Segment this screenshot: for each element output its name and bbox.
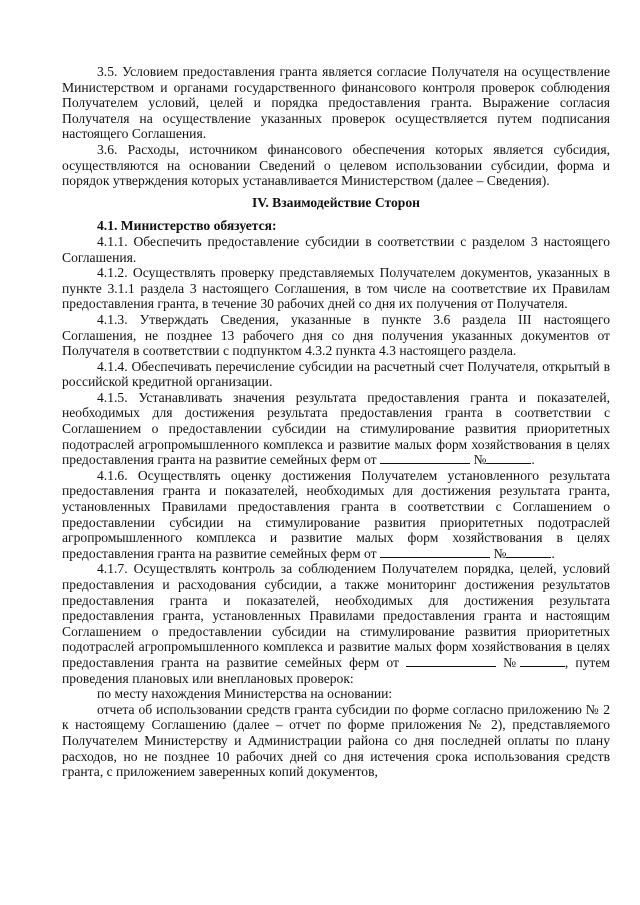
paragraph-3-6: 3.6. Расходы, источником финансового обеспечения которых является субсидия, осуществляются на основании Сведений о целевом использовании субсидии, форма и порядок утверждения которых устанавливается Министерством (далее – Сведения). — [62, 141, 610, 189]
paragraph-4-1-2: 4.1.2. Осуществлять проверку представляемых Получателем документов, указанных в пункте 3.1.1 раздела 3 настоящего Соглашения, в том числе на соответствие их Правилам предоставления гранта, в течение 30 рабочих дней со дня их получения от Получателя. — [62, 265, 610, 312]
number-blank — [506, 546, 551, 558]
number-sign: № — [493, 545, 507, 561]
date-blank — [380, 452, 470, 464]
paragraph-4-1-5 — [62, 390, 610, 468]
paragraph-4-1-7-text: 4.1.7. Осуществлять контроль за соблюдением Получателем порядка, целей, условий предоставления и расходования субсидии, а также мониторинг достижения результатов предоставления гранта и показателей, необходимых для достижения результата предоставления гранта, установленных Правилами предоставления гранта и настоящим Соглашением о предоставлении субсидии на стимулирование развития приоритетных подотраслей агропромышленного комплекса и развитие малых форм хозяйствования в целях предоставления гранта на развитие семейных ферм от — [62, 561, 610, 670]
section-heading-iv: IV. Взаимодействие Сторон — [252, 194, 420, 210]
date-blank — [380, 546, 490, 558]
paragraph-4-1-6-text: 4.1.6. Осуществлять оценку достижения Получателем установленного результата предоставления гранта и показателей, необходимых для достижения результата гранта, установленных Правилами предоставления гранта в соответствии с Соглашением о предоставлении субсидии на стимулирование развития приоритетных подотраслей агропромышленного комплекса и развитие малых форм хозяйствования в целях предоставления гранта на развитие семейных ферм от — [62, 467, 610, 561]
paragraph-end: , путем проведения плановых или внеплановых проверок: — [62, 654, 610, 686]
paragraph-end: . — [531, 452, 535, 468]
paragraph-4-1-3: 4.1.3. Утверждать Сведения, указанные в пункте 3.6 раздела III настоящего Соглашения, не позднее 13 рабочего дня со дня получения указанных документов от Получателя в соответствии с подпунктом 4.3.2 пункта 4.3 настоящего раздела. — [62, 311, 610, 359]
paragraph-4-1-7 — [62, 561, 610, 686]
paragraph-4-1-5-text: 4.1.5. Устанавливать значения результата предоставления гранта и показателей, необходимых для достижения результата предоставления гранта в соответствии с Соглашением о предоставлении субсидии на стимулирование развития приоритетных подотраслей агропромышленного комплекса и развитие малых форм хозяйствования в целях предоставления гранта на развитие семейных ферм от — [62, 389, 610, 468]
paragraph-4-1-4: 4.1.4. Обеспечивать перечисление субсидии на расчетный счет Получателя, открытый в российской кредитной организации. — [62, 358, 610, 390]
document-page — [62, 64, 610, 780]
paragraph-location: по месту нахождения Министерства на основании: — [97, 686, 393, 702]
paragraph-3-5: 3.5. Условием предоставления гранта является согласие Получателя на осуществление Министерством и органами государственного финансового контроля проверок соблюдения Получателем условий, целей и порядка предоставления гранта. Выражение согласия Получателя на осуществление указанных проверок осуществляется путем подписания настоящего Соглашения. — [62, 64, 610, 142]
number-sign: № — [503, 654, 520, 670]
paragraph-4-1-1: 4.1.1. Обеспечить предоставление субсидии в соответствии с разделом 3 настоящего Соглашения. — [62, 233, 610, 265]
paragraph-4-1-6 — [62, 468, 610, 562]
date-blank — [406, 655, 496, 667]
number-sign: № — [473, 452, 487, 468]
number-blank — [486, 452, 531, 464]
number-blank — [520, 655, 565, 667]
paragraph-end: . — [551, 545, 555, 561]
paragraph-report: отчета об использовании средств гранта субсидии по форме согласно приложению № 2 к настоящему Соглашению (далее – отчет по форме приложения № 2), представляемого Получателем Министерству и Администрации района со дня последней оплаты по плану расходов, но не позднее 10 рабочих дней со дня истечения срока использования средств гранта, с приложением заверенных копий документов, — [62, 701, 610, 780]
subheading-4-1: 4.1. Министерство обязуется: — [97, 218, 277, 234]
